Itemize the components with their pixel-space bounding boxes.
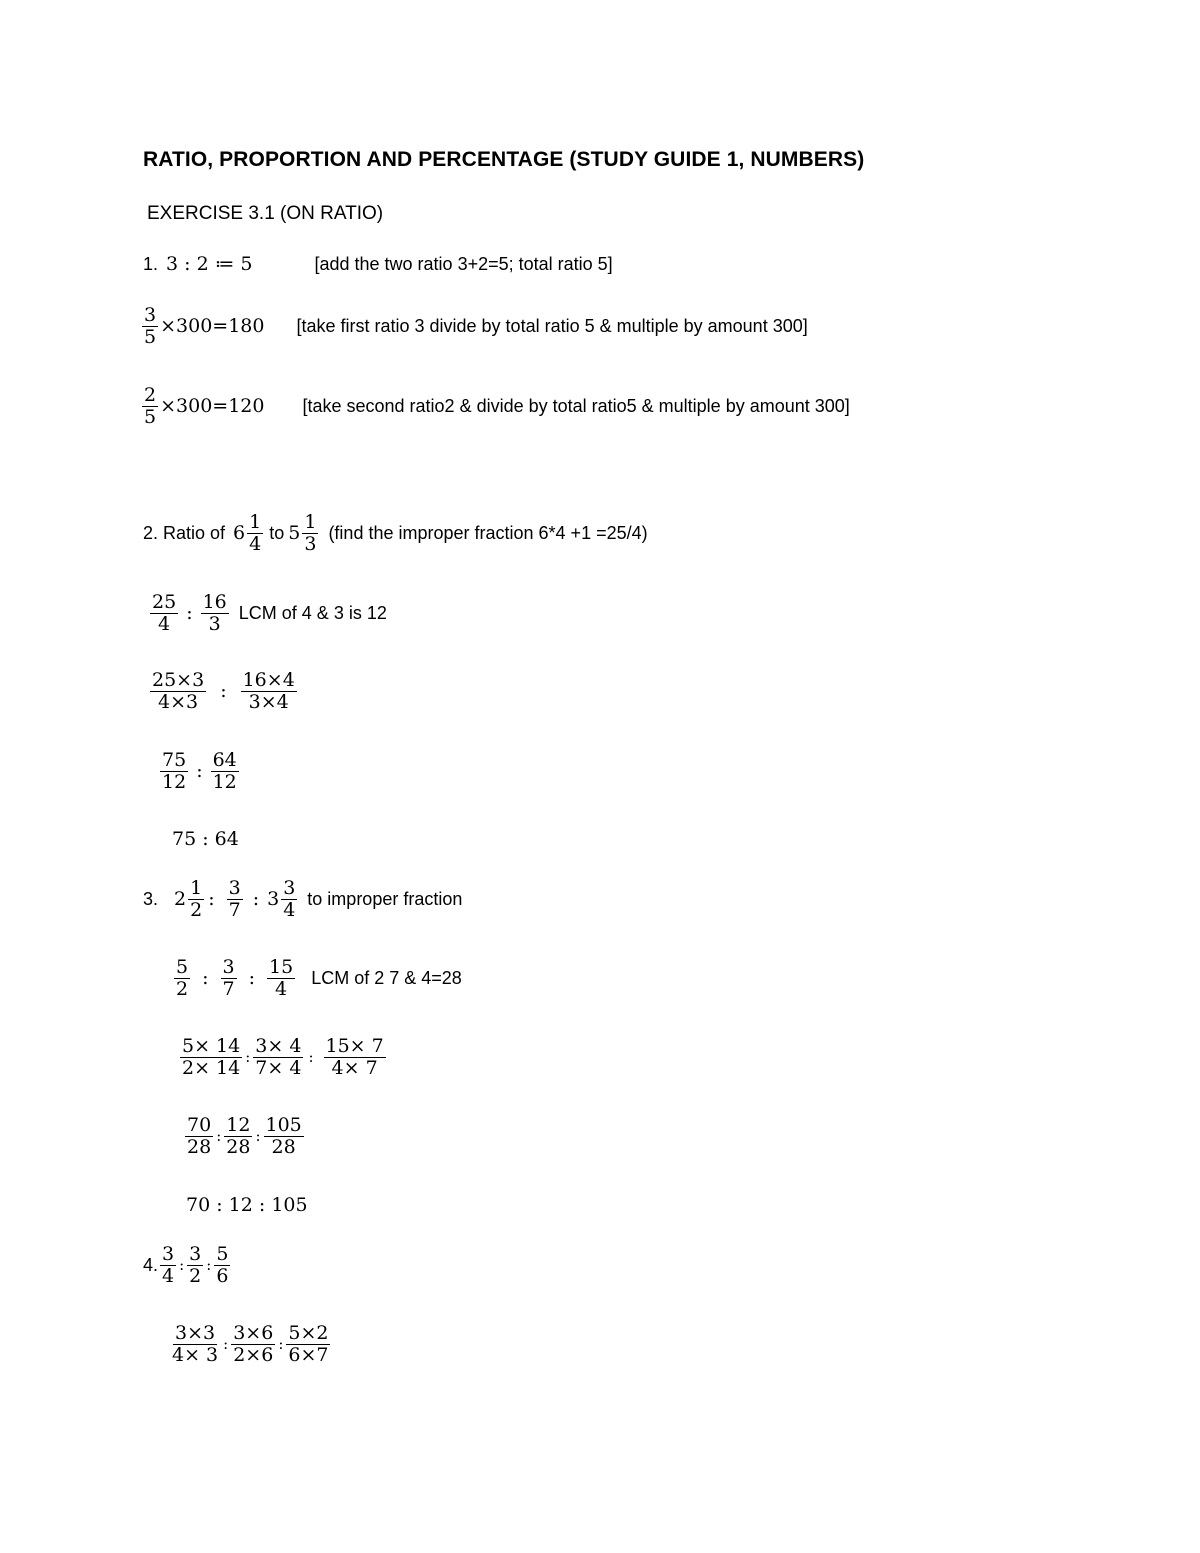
numerator: 3	[228, 877, 241, 899]
denominator: 3×4	[248, 690, 289, 713]
denominator: 6×7	[288, 1343, 329, 1366]
denominator: 7× 4	[255, 1056, 302, 1079]
fraction	[241, 670, 297, 712]
fraction	[247, 512, 263, 554]
fraction	[267, 957, 295, 999]
colon: :	[186, 602, 193, 625]
fraction	[142, 385, 158, 427]
numerator: 3	[283, 877, 296, 899]
denominator: 2	[190, 898, 203, 921]
denominator: 3	[208, 612, 221, 635]
q1-line3-product: ×300=120	[160, 395, 265, 418]
denominator: 3	[304, 532, 317, 555]
fraction	[201, 592, 229, 634]
numerator: 1	[249, 511, 262, 533]
colon: :	[255, 1127, 261, 1146]
denominator: 28	[187, 1135, 212, 1158]
q2-step3	[158, 750, 241, 792]
fraction	[160, 1244, 176, 1286]
fraction	[281, 878, 297, 920]
fraction	[302, 512, 318, 554]
q2-line1	[143, 512, 648, 554]
denominator: 6	[216, 1264, 229, 1287]
colon: :	[206, 1256, 212, 1275]
q2-step2	[148, 670, 299, 712]
numerator: 3	[144, 304, 157, 326]
colon: :	[179, 1256, 185, 1275]
q1-line2	[140, 305, 808, 347]
colon: :	[223, 1335, 229, 1354]
exercise-heading: EXERCISE 3.1 (ON RATIO)	[147, 203, 384, 224]
numerator: 5×2	[288, 1322, 329, 1344]
numerator: 12	[226, 1114, 251, 1136]
numerator: 64	[212, 749, 237, 771]
numerator: 25×3	[152, 669, 205, 691]
colon: :	[278, 1335, 284, 1354]
colon: :	[245, 1048, 251, 1067]
fraction	[188, 878, 204, 920]
q1-number: 1.	[143, 253, 159, 274]
mixed-whole: 3	[267, 888, 280, 911]
denominator: 4	[158, 612, 171, 635]
denominator: 5	[144, 325, 157, 348]
q3-lcm-note: LCM of 2 7 & 4=28	[311, 967, 462, 988]
q1-line2-note: [take first ratio 3 divide by total ratio 5 & multiple by amount 300]	[296, 315, 808, 336]
denominator: 4	[162, 1264, 175, 1287]
colon: :	[208, 888, 215, 911]
denominator: 2	[189, 1264, 202, 1287]
colon: :	[220, 680, 227, 703]
denominator: 2×6	[233, 1343, 274, 1366]
denominator: 4× 7	[331, 1056, 378, 1079]
fraction	[142, 305, 158, 347]
numerator: 3	[222, 956, 235, 978]
q3-step2	[178, 1036, 388, 1078]
q2-prefix: 2. Ratio of	[143, 522, 226, 543]
fraction	[150, 592, 178, 634]
numerator: 5	[216, 1243, 229, 1265]
q1-line3-note: [take second ratio2 & divide by total ratio5 & multiple by amount 300]	[302, 395, 850, 416]
fraction	[214, 1244, 230, 1286]
numerator: 15× 7	[325, 1035, 384, 1057]
numerator: 5× 14	[182, 1035, 241, 1057]
fraction	[150, 670, 206, 712]
denominator: 4	[275, 977, 288, 1000]
colon: :	[216, 1127, 222, 1146]
mixed-whole: 2	[174, 888, 187, 911]
numerator: 70	[187, 1114, 212, 1136]
q4-step1	[168, 1323, 332, 1365]
q1-line2-product: ×300=180	[160, 315, 265, 338]
denominator: 4	[283, 898, 296, 921]
denominator: 7	[228, 898, 241, 921]
denominator: 5	[144, 405, 157, 428]
mixed-whole: 6	[233, 522, 246, 545]
q2-lcm-note: LCM of 4 & 3 is 12	[238, 602, 387, 623]
q1-line1	[143, 253, 613, 275]
q3-step1	[172, 957, 462, 999]
fraction	[180, 1036, 242, 1078]
numerator: 3×6	[233, 1322, 274, 1344]
q1-note: [add the two ratio 3+2=5; total ratio 5]	[314, 253, 613, 274]
colon: :	[248, 967, 255, 990]
numerator: 3×3	[175, 1322, 216, 1344]
denominator: 7	[222, 977, 235, 1000]
fraction	[211, 750, 239, 792]
denominator: 28	[226, 1135, 251, 1158]
q3-number: 3.	[143, 888, 159, 909]
q4-number: 4.	[143, 1254, 159, 1275]
denominator: 4×3	[158, 690, 199, 713]
fraction	[170, 1323, 220, 1365]
denominator: 4	[249, 532, 262, 555]
q4-line1	[143, 1244, 232, 1286]
colon: :	[308, 1048, 314, 1067]
q2-step1	[148, 592, 387, 634]
numerator: 105	[265, 1114, 302, 1136]
fraction	[286, 1323, 330, 1365]
denominator: 2	[176, 977, 189, 1000]
q3-note: to improper fraction	[307, 888, 463, 909]
numerator: 3	[162, 1243, 175, 1265]
fraction	[264, 1115, 304, 1157]
q2-note: (find the improper fraction 6*4 +1 =25/4)	[328, 522, 648, 543]
fraction	[160, 750, 188, 792]
numerator: 2	[144, 384, 157, 406]
numerator: 16	[202, 591, 227, 613]
numerator: 5	[176, 956, 189, 978]
numerator: 1	[304, 511, 317, 533]
denominator: 12	[162, 770, 187, 793]
denominator: 28	[271, 1135, 296, 1158]
q1-line3	[140, 385, 850, 427]
numerator: 3	[189, 1243, 202, 1265]
fraction	[231, 1323, 275, 1365]
fraction	[224, 1115, 252, 1157]
numerator: 25	[152, 591, 177, 613]
fraction	[221, 957, 237, 999]
fraction	[174, 957, 190, 999]
denominator: 4× 3	[172, 1343, 219, 1366]
numerator: 1	[190, 877, 203, 899]
numerator: 15	[269, 956, 294, 978]
fraction	[227, 878, 243, 920]
denominator: 12	[212, 770, 237, 793]
document-title: RATIO, PROPORTION AND PERCENTAGE (STUDY GUIDE 1, NUMBERS)	[143, 148, 865, 171]
fraction	[253, 1036, 303, 1078]
fraction	[187, 1244, 203, 1286]
q2-result: 75 : 64	[172, 828, 239, 850]
q1-math: 3 : 2 ≔ 5	[166, 253, 253, 275]
colon: :	[202, 967, 209, 990]
denominator: 2× 14	[182, 1056, 241, 1079]
q3-step3	[183, 1115, 306, 1157]
numerator: 16×4	[242, 669, 295, 691]
mixed-whole: 5	[288, 522, 301, 545]
numerator: 75	[162, 749, 187, 771]
fraction	[185, 1115, 213, 1157]
colon: :	[252, 888, 260, 911]
q3-line1	[143, 878, 462, 920]
numerator: 3× 4	[255, 1035, 302, 1057]
to-word: to	[269, 522, 285, 543]
fraction	[324, 1036, 386, 1078]
q3-result: 70 : 12 : 105	[186, 1194, 308, 1216]
colon: :	[196, 760, 203, 783]
